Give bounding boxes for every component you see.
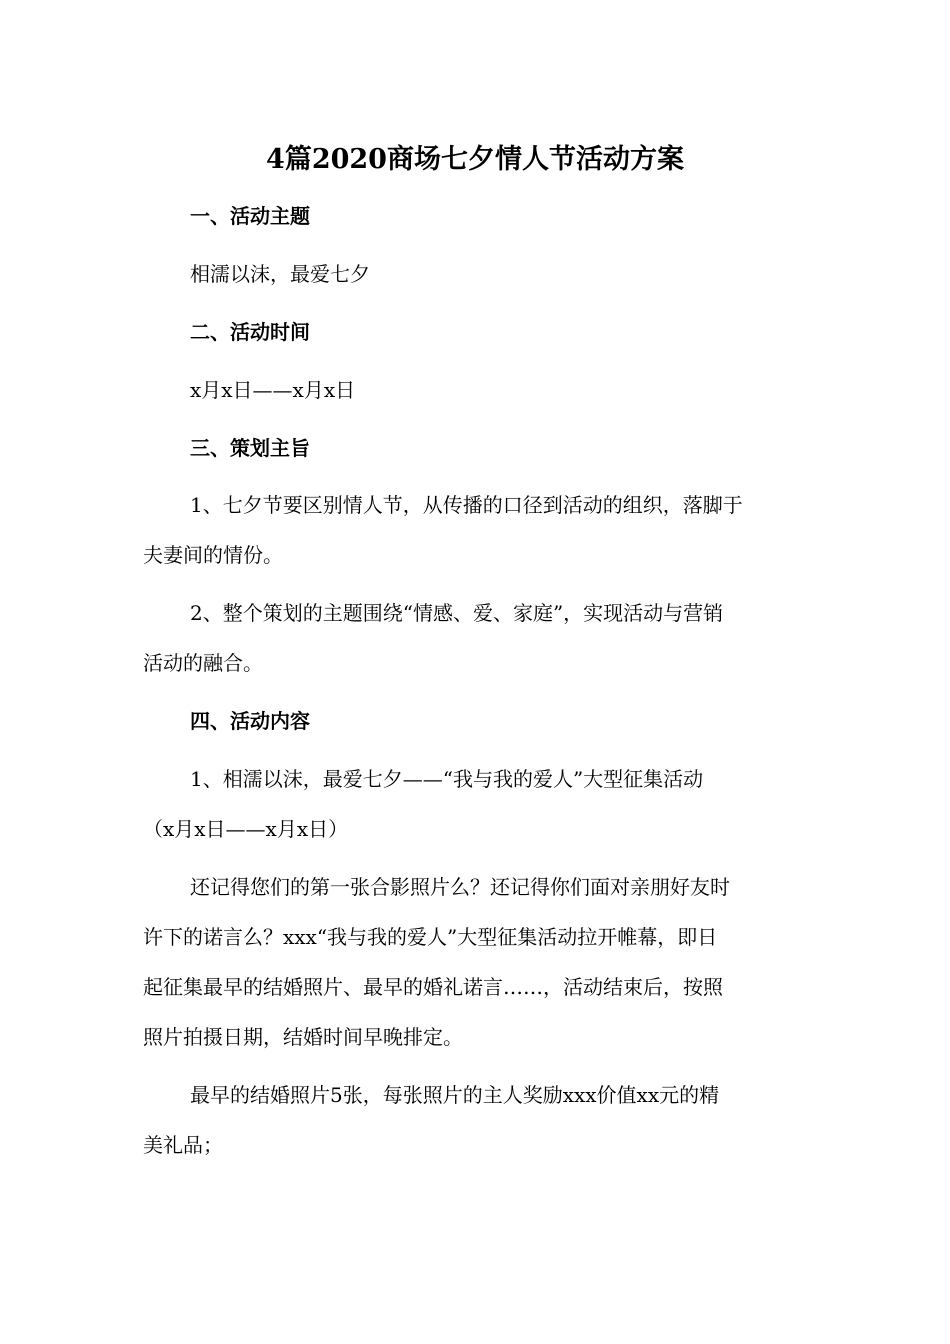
content-line: 还记得您们的第一张合影照片么？还记得你们面对亲朋好友时: [190, 875, 730, 899]
content-line: 起征集最早的结婚照片、最早的婚礼诺言……，活动结束后，按照: [143, 975, 723, 999]
time-text: x月x日——x月x日: [190, 378, 356, 402]
section-heading-theme: 一、活动主题: [190, 204, 310, 228]
section-heading-time: 二、活动时间: [190, 320, 310, 344]
content-line: 1、相濡以沫，最爱七夕——“我与我的爱人”大型征集活动: [190, 767, 704, 791]
purpose-line: 1、七夕节要区别情人节，从传播的口径到活动的组织，落脚于: [190, 493, 743, 517]
content-line: （x月x日——x月x日）: [143, 817, 349, 841]
content-line: 许下的诺言么？xxx“我与我的爱人”大型征集活动拉开帷幕，即日: [143, 925, 718, 949]
document-title: 4篇2020商场七夕情人节活动方案: [266, 144, 684, 175]
purpose-line: 2、整个策划的主题围绕“情感、爱、家庭”，实现活动与营销: [190, 601, 724, 625]
content-line: 美礼品；: [143, 1133, 223, 1157]
purpose-line: 夫妻间的情份。: [143, 543, 283, 567]
section-heading-content: 四、活动内容: [190, 709, 310, 733]
section-heading-purpose: 三、策划主旨: [190, 436, 310, 460]
content-line: 最早的结婚照片5张，每张照片的主人奖励xxx价值xx元的精: [190, 1083, 720, 1107]
theme-text: 相濡以沫，最爱七夕: [190, 262, 370, 286]
purpose-line: 活动的融合。: [143, 651, 263, 675]
content-line: 照片拍摄日期，结婚时间早晚排定。: [143, 1025, 463, 1049]
